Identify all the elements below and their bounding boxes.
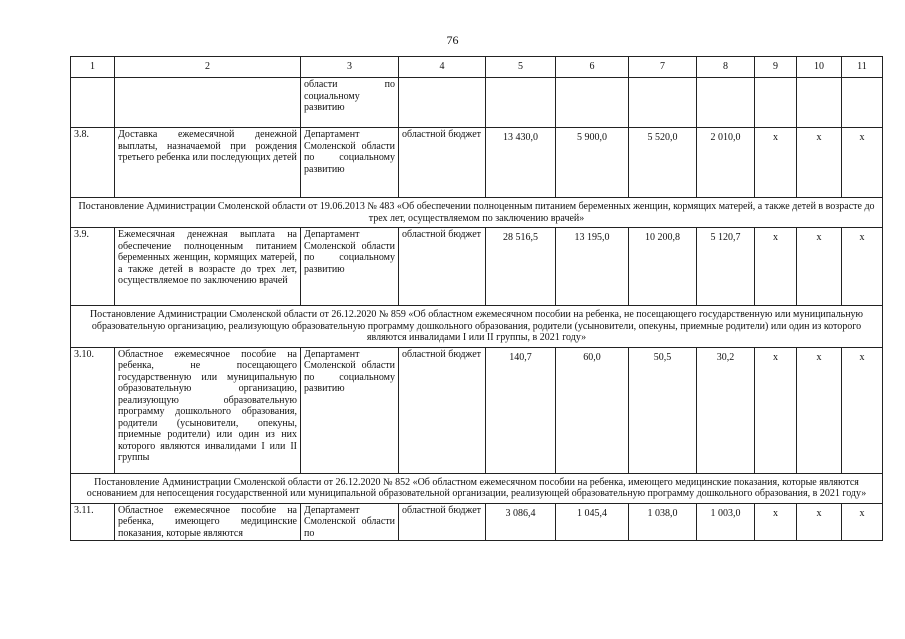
table-row [71, 503, 883, 541]
value-cell: 1 045,4 [556, 503, 629, 541]
law-reference: Постановление Администрации Смоленской области от 19.06.2013 № 483 «Об обеспечении полноценным питанием беременных женщин, кормящих матерей, а также детей в возрасте до трех лет, осуществляемом по заключению врачей» [71, 198, 883, 228]
col-header: 7 [629, 57, 697, 78]
source-cell: областной бюджет [399, 228, 486, 306]
dept-cell: Департамент Смоленской области по социальному развитию [301, 347, 399, 473]
column-header-row [71, 57, 883, 78]
value-cell: x [842, 128, 883, 198]
value-cell: 5 520,0 [629, 128, 697, 198]
dept-cell: Департамент Смоленской области по социальному развитию [301, 228, 399, 306]
table-row [71, 228, 883, 306]
value-cell: x [797, 347, 842, 473]
dept-cell: Департамент Смоленской области по [301, 503, 399, 541]
value-cell: x [797, 128, 842, 198]
col-header: 9 [755, 57, 797, 78]
measure-name: Областное ежемесячное пособие на ребенка, имеющего медицинские показания, которые являются [115, 503, 301, 541]
value-cell: 30,2 [697, 347, 755, 473]
value-cell: 10 200,8 [629, 228, 697, 306]
table-row [71, 78, 883, 128]
value-cell: x [797, 503, 842, 541]
law-reference: Постановление Администрации Смоленской области от 26.12.2020 № 859 «Об областном ежемесячном пособии на ребенка, не посещающего государственную или муниципальную образовательную организацию, реализующую образовательную программу дошкольного образования, родители (усыновители, опекуны, приемные родители) или один из которого являются инвалидами I или II группы, в 2021 году» [71, 306, 883, 348]
source-cell: областной бюджет [399, 503, 486, 541]
value-cell: 140,7 [486, 347, 556, 473]
value-cell: x [842, 228, 883, 306]
col-header: 1 [71, 57, 115, 78]
value-cell: x [755, 228, 797, 306]
measure-name: Доставка ежемесячной денежной выплаты, назначаемой при рождения третьего ребенка или последующих детей [115, 128, 301, 198]
value-cell: 2 010,0 [697, 128, 755, 198]
col-header: 2 [115, 57, 301, 78]
measure-name: Ежемесячная денежная выплата на обеспечение полноценным питанием беременных женщин, кормящих матерей, а также детей в возрасте до трех лет, осуществляемое по заключению врачей [115, 228, 301, 306]
value-cell: x [755, 503, 797, 541]
law-reference-row [71, 473, 883, 503]
law-reference-row [71, 306, 883, 348]
dept-cell: Департамент Смоленской области по социальному развитию [301, 128, 399, 198]
row-number: 3.10. [71, 347, 115, 473]
value-cell: x [797, 228, 842, 306]
row-number: 3.11. [71, 503, 115, 541]
source-cell: областной бюджет [399, 128, 486, 198]
value-cell: 1 038,0 [629, 503, 697, 541]
value-cell: 3 086,4 [486, 503, 556, 541]
budget-table [70, 56, 883, 541]
col-header: 6 [556, 57, 629, 78]
value-cell: 60,0 [556, 347, 629, 473]
value-cell: 5 900,0 [556, 128, 629, 198]
value-cell: 28 516,5 [486, 228, 556, 306]
source-cell: областной бюджет [399, 347, 486, 473]
value-cell: x [842, 503, 883, 541]
col-header: 5 [486, 57, 556, 78]
row-number: 3.8. [71, 128, 115, 198]
col-header: 3 [301, 57, 399, 78]
col-header: 10 [797, 57, 842, 78]
value-cell: 50,5 [629, 347, 697, 473]
col-header: 8 [697, 57, 755, 78]
law-reference: Постановление Администрации Смоленской области от 26.12.2020 № 852 «Об областном ежемесячном пособии на ребенка, имеющего медицинские показания, которые являются основанием для непосещения государственной или муниципальной образовательной организации, реализующей образовательную программу дошкольного образования, в 2021 году» [71, 473, 883, 503]
value-cell: 5 120,7 [697, 228, 755, 306]
value-cell: x [755, 128, 797, 198]
law-reference-row [71, 198, 883, 228]
value-cell: 13 195,0 [556, 228, 629, 306]
value-cell: x [842, 347, 883, 473]
row-number: 3.9. [71, 228, 115, 306]
table-row [71, 347, 883, 473]
value-cell: 13 430,0 [486, 128, 556, 198]
value-cell: 1 003,0 [697, 503, 755, 541]
dept-cell: области по социальному развитию [301, 78, 399, 128]
measure-name: Областное ежемесячное пособие на ребенка, не посещающего государственную или муниципальную образовательную организацию, реализующую образовательную программу дошкольного образования, родители (усыновители, опекуны, приемные родители) или один из них которого являются инвалидами I или II группы [115, 347, 301, 473]
page-number: 76 [446, 33, 459, 47]
col-header: 4 [399, 57, 486, 78]
value-cell: x [755, 347, 797, 473]
col-header: 11 [842, 57, 883, 78]
table-row [71, 128, 883, 198]
